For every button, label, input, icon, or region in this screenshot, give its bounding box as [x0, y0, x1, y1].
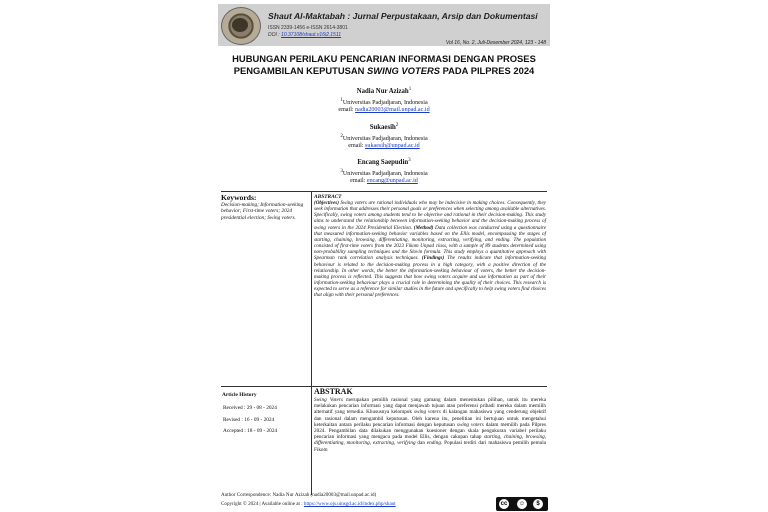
abstrak-text: Swing Voters merupakan pemilih rasional yang gamang dalam menentukan pilihan, untuk itu mereka melakukan pencarian informasi yang dapat menjawab tujuan atau preferensi pribadi mereka dalam memilih alternatif yang tersedia. Khususnya kelompok swing voters di kalangan mahasiswa yang cenderung objektif dan rasional dalam mengambil keputusan. Oleh karena itu, penelitian ini bertujuan untuk mengetahui keterkaitan antara perilaku pencarian informasi dengan keputusan swing voters dalam memilih pada Pilpres 2024. Pengambilan data dilakukan menggunakan kuesioner dengan skala pengukuran variabel perilaku pencarian informasi yang mengacu pada model Ellis, dengan cakupan tahap starting, chaining, browsing, differentiating, monitoring, extracting, verifying dan ending. Populasi terdiri dari mahasiswa pemilih pemula Fikom: [314, 397, 546, 453]
author-name: Sukaesih: [369, 124, 396, 132]
column-divider: [311, 191, 312, 495]
author-block-1: Nadia Nur Azizah$^1$ $^1$Universitas Padjadjaran, Indonesia email: nadia20003@mail.unpad.ac.id: [218, 86, 550, 115]
author-block-2: Sukaesih$^2$ $^2$Universitas Padjadjaran, Indonesia email: sukaesih@unpad.ac.id: [218, 122, 550, 151]
creative-commons-by-nc-icon: [496, 497, 548, 511]
journal-issn: ISSN 2339-1456 e-ISSN 2614-3801: [268, 25, 348, 31]
journal-doi: DOI : 10.37108/shaut.v16i2.1511: [268, 32, 342, 38]
author-affiliation: $^1$Universitas Padjadjaran, Indonesia: [340, 96, 428, 106]
author-block-3: Encang Saepudin$^3$ $^3$Universitas Padjadjaran, Indonesia email: encang@unpad.ac.id: [218, 157, 550, 186]
abstrak-heading: ABSTRAK: [314, 387, 353, 396]
received-date: Received : 29 - 08 - 2024: [223, 405, 277, 411]
keywords-heading: Keywords:: [221, 193, 257, 202]
journal-seal-logo-center: [232, 18, 248, 32]
cc-icon: cc: [500, 501, 508, 507]
section-divider: [221, 191, 547, 192]
abstract-heading: ABSTRACT: [314, 194, 342, 200]
keywords-text: Decision-making; Information-seeking behavior; First-time voters; 2024 presidential election; Swing voters.: [221, 202, 304, 221]
author-name: Nadia Nur Azizah: [356, 88, 409, 96]
author-email-link[interactable]: sukaesih@unpad.ac.id: [365, 143, 420, 150]
author-name: Encang Saepudin: [357, 159, 409, 167]
author-affiliation: $^2$Universitas Padjadjaran, Indonesia: [340, 132, 428, 142]
author-email: email: nadia20003@mail.unpad.ac.id: [338, 107, 430, 114]
accepted-date: Accepted : 18 - 09 - 2024: [223, 428, 278, 434]
author-email-link[interactable]: encang@unpad.ac.id: [366, 178, 418, 185]
revised-date: Revised : 16 - 09 - 2024: [223, 417, 275, 423]
paper-title-line2: PENGAMBILAN KEPUTUSAN SWING VOTERS PADA PILPRES 2024: [233, 65, 535, 76]
author-email: email: sukaesih@unpad.ac.id: [348, 143, 420, 150]
author-email-link[interactable]: nadia20003@mail.unpad.ac.id: [355, 107, 430, 114]
doi-link[interactable]: 10.37108/shaut.v16i2.1511: [281, 32, 342, 38]
attribution-icon: ☺: [518, 501, 526, 507]
volume-info: Vol 16, No. 2, Juli-Desember 2024, 123 - 148: [445, 40, 546, 46]
article-history-heading: Article History: [222, 392, 257, 398]
copyright-line: Copyright © 2024 | Available online at : https://www.ojs.uinsgd.ac.id/index.php/shaut: [221, 501, 396, 507]
author-affiliation: $^3$Universitas Padjadjaran, Indonesia: [340, 167, 428, 177]
noncommercial-icon: $: [533, 499, 543, 509]
paper-title-line1: HUBUNGAN PERILAKU PENCARIAN INFORMASI DENGAN PROSES: [232, 53, 536, 64]
journal-url-link[interactable]: https://www.ojs.uinsgd.ac.id/index.php/shaut: [303, 501, 396, 507]
author-email: email: encang@unpad.ac.id: [350, 178, 418, 185]
section-divider: [221, 386, 547, 387]
paper-title: [218, 53, 550, 77]
abstract-text: (Objectives) Swing voters are rational individuals who may be indecisive in making choices. Consequently, they seek information that addresses their personal goals or preferences when selecting among available alternatives. Specifically, swing voters among students tend to be objective and rational in their decision-making. This study aims to understand the relationship between information-seeking behavior and the decision-making process of swing voters in the 2024 Presidential Election. (Method) Data collection was conducted using a questionnaire that measured information-seeking behavior variables based on the Ellis model, encompassing the stages of starting, chaining, browsing, differentiating, monitoring, extracting, verifying, and ending. The population consisted of first-time voters from the 2023 Fikom Unpad class, with a sample of 89 students determined using non-probability sampling techniques and the Slovin formula. This study employs a quantitative approach with Spearman rank correlation analysis techniques. (Findings) The results indicate that information-seeking behaviour is related to the decision-making process in a high category, with a positive direction of the relationship. In other words, the better the information-seeking behaviour of voters, the better the decision-making process is reflected. This suggests that how swing voters acquire and use information as part of their information-seeking behaviour plays a crucial role in determining the quality of their choices. This research is expected to serve as a reference for similar studies in the future and specifically to help swing voters find choices that align with their personal preferences.: [314, 200, 547, 299]
author-correspondence: Author Correspondence: Nadia Nur Azizah (nadia20003@mail.unpad.ac.id): [221, 492, 377, 498]
journal-title: Shaut Al-Maktabah : Jurnal Perpustakaan, Arsip dan Dokumentasi: [268, 11, 538, 21]
